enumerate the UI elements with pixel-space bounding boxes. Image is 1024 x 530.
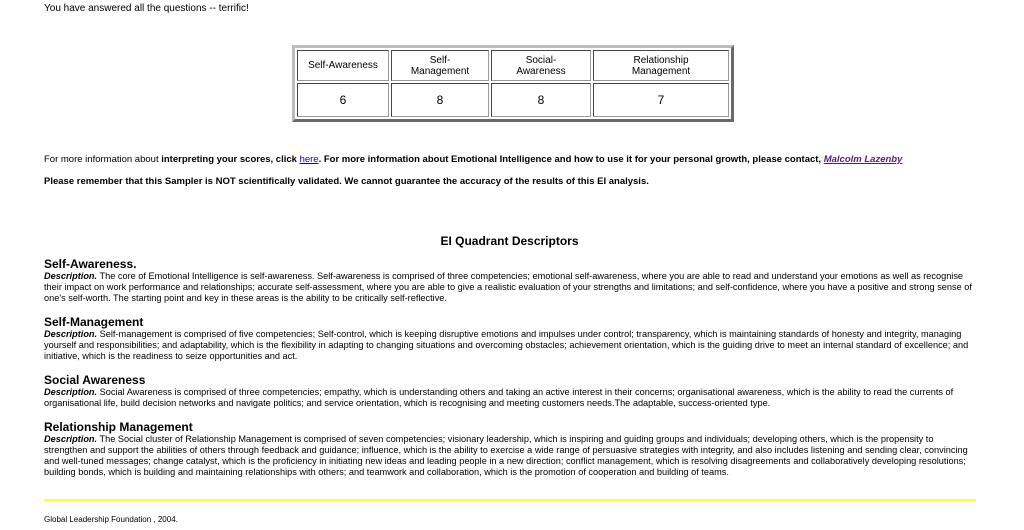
quadrant-title: EI Quadrant Descriptors [440, 234, 579, 248]
info-paragraph [44, 154, 902, 165]
validation-warning: Please remember that this Sampler is NOT scientifically validated. We cannot guarantee the accuracy of the results of this EI analysis. [44, 176, 649, 187]
section-description [44, 434, 972, 478]
score-value-social-awareness: 8 [491, 83, 591, 117]
section-description [44, 271, 972, 304]
description-label: Description. [44, 271, 98, 281]
section-heading: Relationship Management [44, 420, 193, 434]
scores-value-row [297, 83, 729, 117]
score-value-self-management: 8 [391, 83, 489, 117]
info-bold-text: interpreting your scores, click [161, 154, 300, 165]
description-label: Description. [44, 387, 98, 397]
score-header-self-awareness: Self-Awareness [297, 50, 389, 81]
description-label: Description. [44, 434, 98, 444]
scores-table [292, 45, 734, 122]
score-value-self-awareness: 6 [297, 83, 389, 117]
section-text: Social Awareness is comprised of three competencies; empathy, which is understanding others and taking an active interest in their concerns; organisational awareness, which is the ability to read the currents of organisational life, build decision networks and navigate politics; and service orientation, which is recognising and meeting customers needs.The adaptable, success-oriented type. [44, 387, 954, 408]
score-header-self-management: Self-Management [391, 50, 489, 81]
completion-message: You have answered all the questions -- terrific! [44, 3, 249, 14]
section-text: Self-management is comprised of five competencies; Self-control, which is keeping disruptive emotions and impulses under control; transparency, which is maintaining standards of honesty and integrity, managing yourself and responsibilities; and adaptability, which is the flexibility in adapting to changing situations and overcoming obstacles; achievement orientation, which is the guiding drive to meet an internal standard of excellence; and initiative, which is the readiness to seize opportunities and act. [44, 329, 969, 361]
section-heading: Social Awareness [44, 373, 146, 387]
section-text: The Social cluster of Relationship Management is comprised of seven competencies; visionary leadership, which is inspiring and guiding groups and individuals; developing others, which is the propensity to strengthen and support the abilities of others through feedback and guidance; influence, which is the ability to exercise a wide range of persuasive strategies with integrity, and also includes listening and sending clear, convincing and well-tuned messages; change catalyst, which is the proficiency in initiating new ideas and leading people in a new direction; conflict management, which is resolving disagreements and collaboratively developing resolutions; building bonds, which is building and maintaining relationships with others; and teamwork and collaboration, which is the promotion of cooperation and building of teams. [44, 434, 968, 477]
section-heading: Self-Management [44, 315, 144, 329]
here-link[interactable]: here [299, 154, 319, 165]
section-social-awareness [44, 373, 972, 409]
footer-copyright: Global Leadership Foundation , 2004. [44, 515, 178, 524]
info-prefix: For more information about [44, 154, 162, 165]
section-self-management [44, 315, 972, 362]
info-middle-text: . For more information about Emotional Intelligence and how to use it for your personal growth, please contact, [318, 154, 824, 165]
description-label: Description. [44, 329, 98, 339]
section-heading: Self-Awareness. [44, 257, 137, 271]
section-relationship-management [44, 420, 972, 478]
section-description [44, 387, 972, 409]
contact-link[interactable]: Malcolm Lazenby [823, 154, 903, 165]
score-header-social-awareness: Social-Awareness [491, 50, 591, 81]
score-value-relationship-management: 7 [593, 83, 729, 117]
footer-divider [44, 499, 976, 501]
score-header-relationship-management: Relationship Management [593, 50, 729, 81]
section-text: The core of Emotional Intelligence is self-awareness. Self-awareness is comprised of three competencies; emotional self-awareness, where you are able to read and understand your emotions as well as recognise their impact on work performance and relationships; accurate self-assessment, where you are able to give a realistic evaluation of your strengths and limitations; and self-confidence, where you have a positive and strong sense of one's self-worth. The starting point and key in these areas is the ability to be critically self-reflective. [44, 271, 972, 303]
section-self-awareness [44, 257, 972, 304]
scores-header-row [297, 50, 729, 81]
section-description [44, 329, 972, 362]
